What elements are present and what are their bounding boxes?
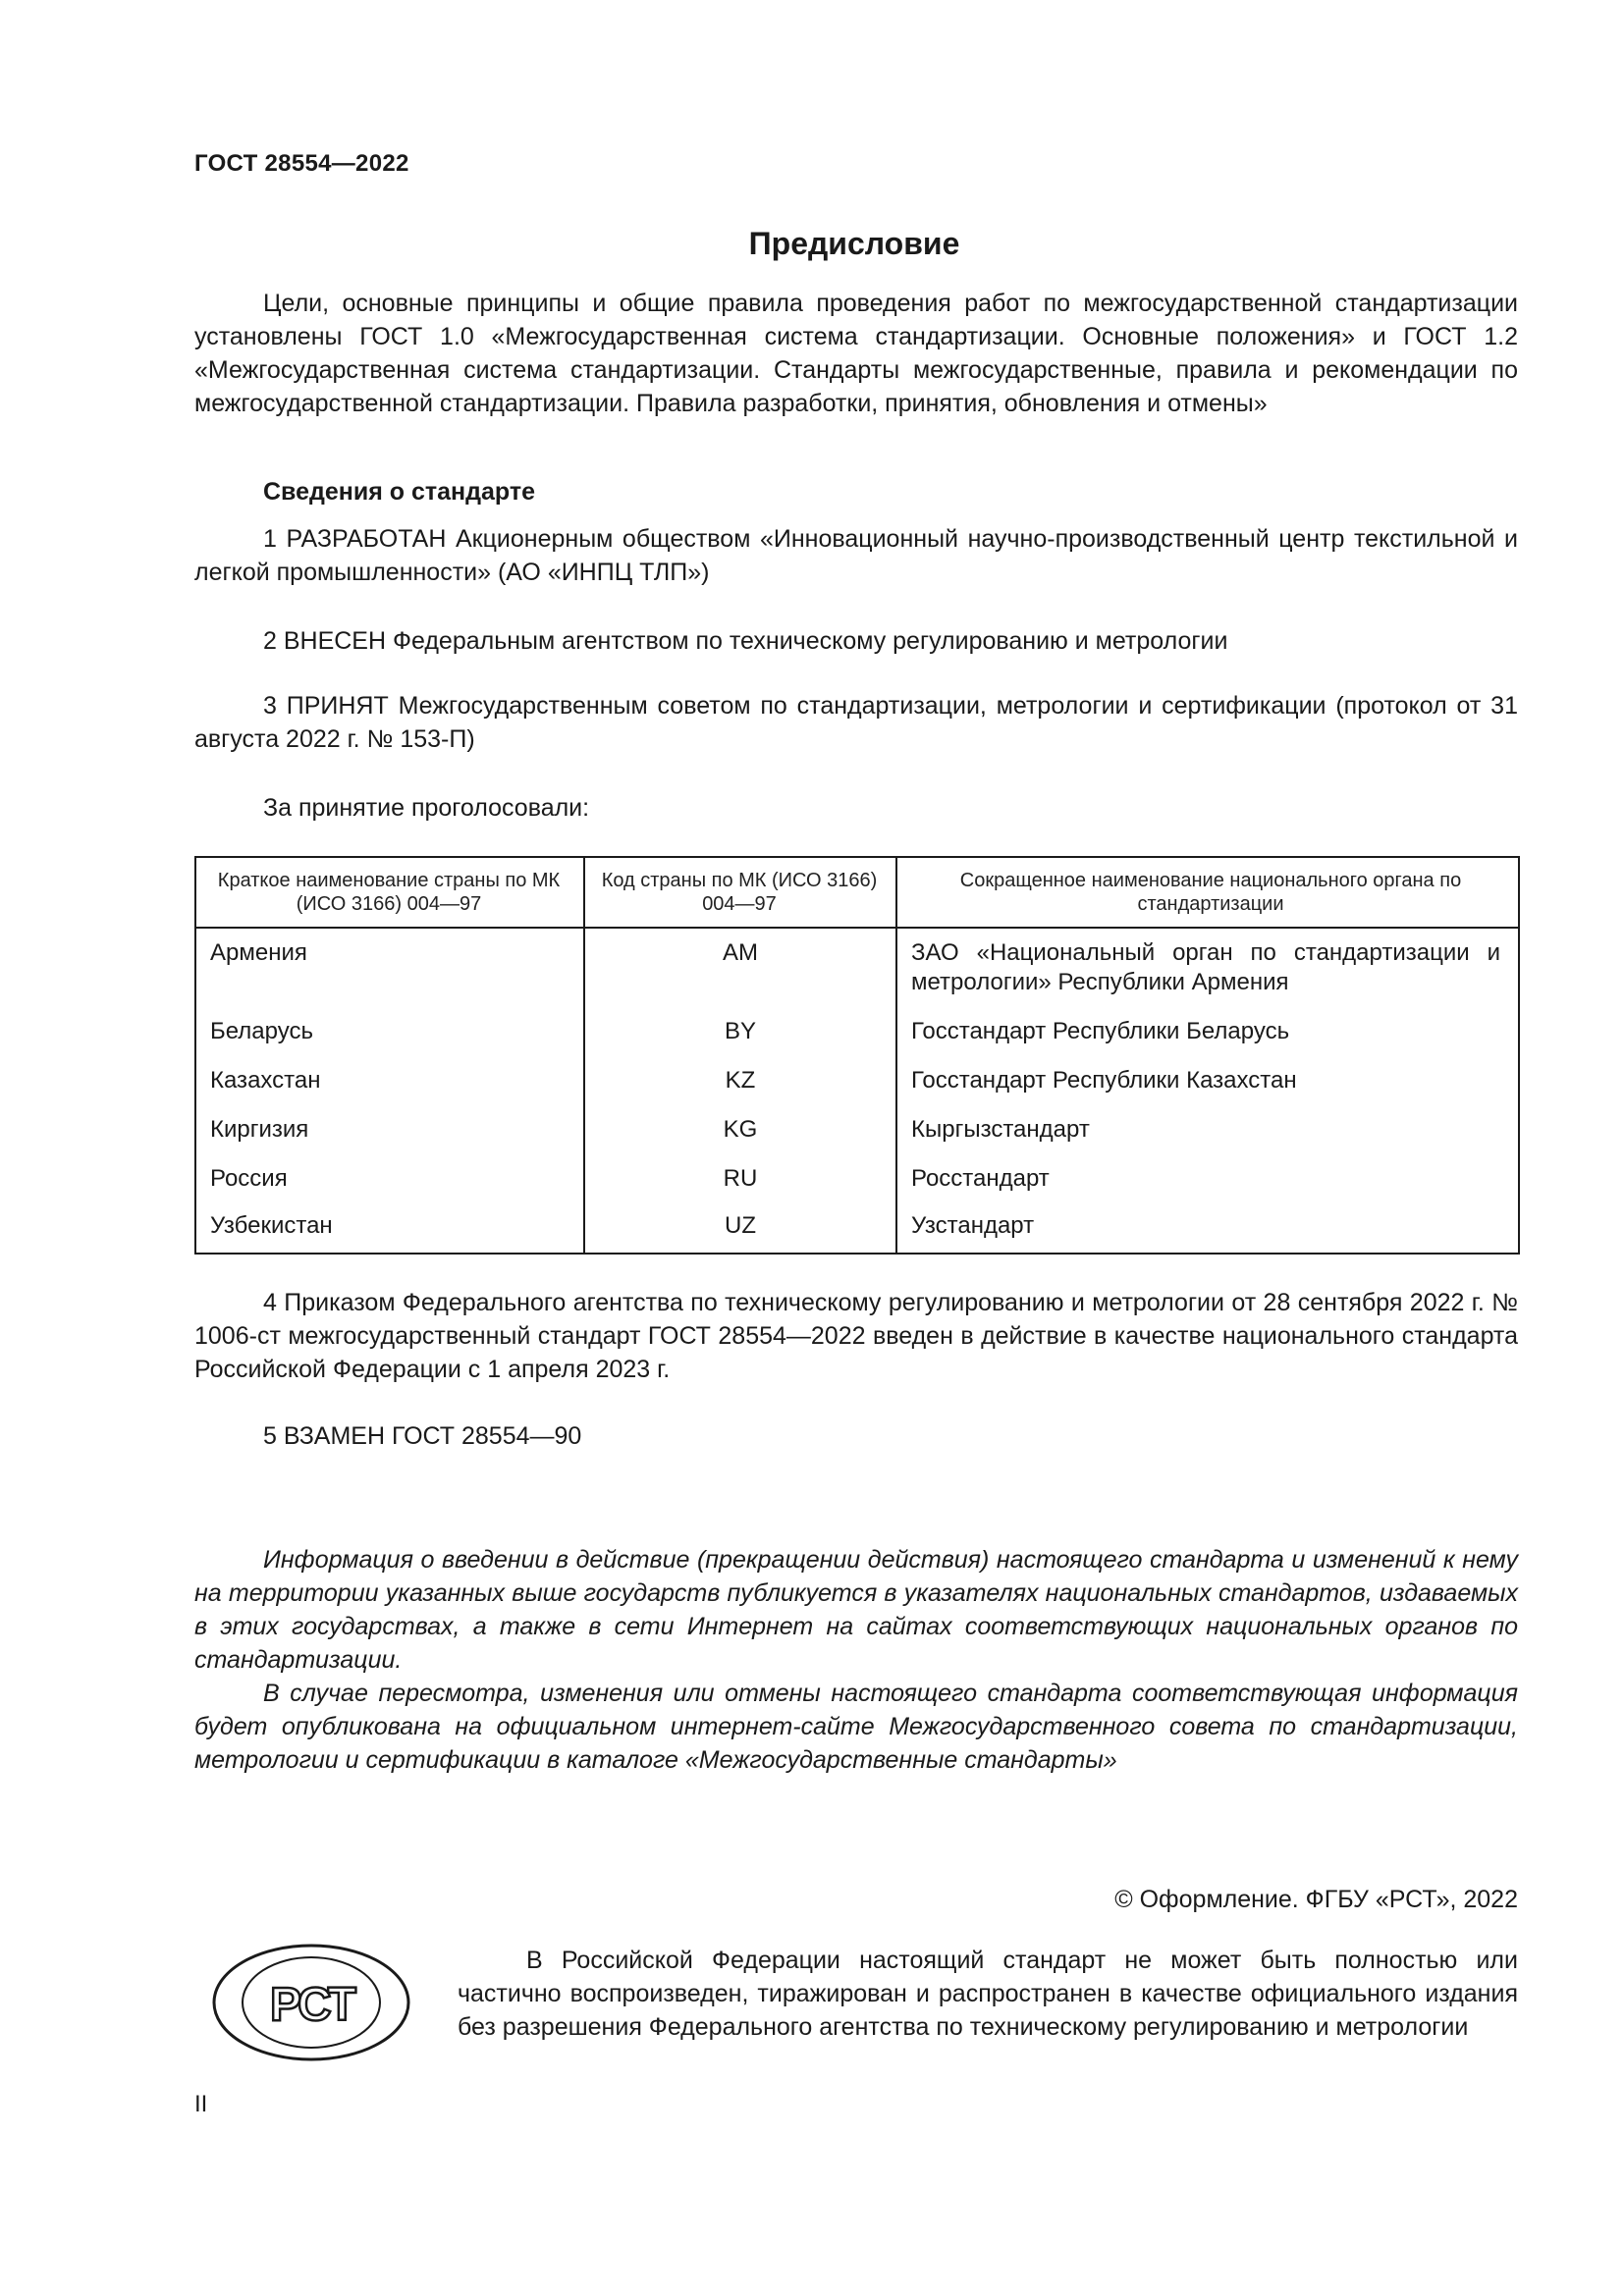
- table-border-top: [194, 856, 1520, 858]
- copyright-line: © Оформление. ФГБУ «РСТ», 2022: [1114, 1886, 1518, 1913]
- table-row-body: Госстандарт Республики Беларусь: [911, 1018, 1290, 1044]
- item-5: 5 ВЗАМЕН ГОСТ 28554—90: [263, 1422, 582, 1450]
- table-row-country: Россия: [210, 1165, 288, 1192]
- voted-label: За принятие проголосовали:: [263, 794, 590, 822]
- table-row-code: AM: [723, 939, 758, 966]
- rst-logo-text: PCT: [270, 1979, 352, 2031]
- item-1: 1 РАЗРАБОТАН Акционерным обществом «Инновационный научно-производственный центр текстильной и легкой промышленности» (АО «ИНПЦ ТЛП»): [194, 525, 1518, 586]
- info-paragraph-2: В случае пересмотра, изменения или отмены настоящего стандарта соответствующая информация будет опубликована на официальном интернет-сайте Межгосударственного совета по стандартизации, метрологии и сертификации в каталоге «Межгосударственные стандарты»: [194, 1680, 1518, 1774]
- page-number: II: [194, 2091, 208, 2117]
- table-border-right: [1518, 856, 1520, 1255]
- table-row-body: Росстандарт: [911, 1165, 1050, 1192]
- table-row-country: Киргизия: [210, 1116, 309, 1143]
- table-row-body: ЗАО «Национальный орган по стандартизации и метрологии» Республики Армения: [911, 939, 1500, 995]
- table-col-divider-2: [895, 856, 897, 1255]
- table-row-body: Узстандарт: [911, 1212, 1035, 1239]
- table-border-left: [194, 856, 196, 1255]
- table-row-country: Казахстан: [210, 1067, 321, 1094]
- table-row-country: Узбекистан: [210, 1212, 333, 1239]
- table-row-body: Госстандарт Республики Казахстан: [911, 1067, 1297, 1094]
- table-header-code: Код страны по МК (ИСО 3166) 004—97: [601, 870, 878, 915]
- table-row-code: UZ: [725, 1212, 756, 1239]
- rst-logo-svg: [210, 1942, 412, 2063]
- table-col-divider-1: [583, 856, 585, 1255]
- table-row-code: KG: [723, 1116, 758, 1143]
- table-row-country: Армения: [210, 939, 307, 966]
- table-row-code: RU: [723, 1165, 758, 1192]
- table-row-code: KZ: [725, 1067, 756, 1094]
- rst-logo-icon: [210, 1942, 412, 2063]
- reproduction-notice: В Российской Федерации настоящий стандарт не может быть полностью или частично воспроизведен, тиражирован и распространен в качестве официального издания без разрешения Федерального агентства по техническому регулированию и метрологии: [458, 1947, 1518, 2041]
- document-header: ГОСТ 28554—2022: [194, 150, 409, 177]
- table-header-divider: [194, 927, 1520, 929]
- item-4: 4 Приказом Федерального агентства по техническому регулированию и метрологии от 28 сентября 2022 г. № 1006-ст межгосударственный стандарт ГОСТ 28554—2022 введен в действие в качестве национального стандарта Российской Федерации с 1 апреля 2023 г.: [194, 1289, 1518, 1383]
- intro-paragraph: Цели, основные принципы и общие правила проведения работ по межгосударственной стандартизации установлены ГОСТ 1.0 «Межгосударственная система стандартизации. Основные положения» и ГОСТ 1.2 «Межгосударственная система стандартизации. Стандарты межгосударственные, правила и рекомендации по межгосударственной стандартизации. Правила разработки, принятия, обновления и отмены»: [194, 290, 1518, 417]
- section-heading: Сведения о стандарте: [263, 478, 536, 506]
- item-2: 2 ВНЕСЕН Федеральным агентством по техническому регулированию и метрологии: [263, 627, 1228, 655]
- table-row-country: Беларусь: [210, 1018, 313, 1044]
- table-border-bottom: [194, 1253, 1520, 1255]
- table-row-body: Кыргызстандарт: [911, 1116, 1090, 1143]
- item-3: 3 ПРИНЯТ Межгосударственным советом по стандартизации, метрологии и сертификации (протокол от 31 августа 2022 г. № 153-П): [194, 692, 1518, 753]
- table-header-body: Сокращенное наименование национального органа по стандартизации: [959, 870, 1462, 915]
- voting-table: [194, 856, 1520, 1255]
- table-row-code: BY: [724, 1018, 756, 1044]
- info-paragraph-1: Информация о введении в действие (прекращении действия) настоящего стандарта и изменений к нему на территории указанных выше государств публикуется в указателях национальных стандартов, издаваемых в этих государствах, а также в сети Интернет на сайтах соответствующих национальных органов по стандартизации.: [194, 1546, 1518, 1674]
- table-header-country: Краткое наименование страны по МК (ИСО 3166) 004—97: [217, 870, 561, 915]
- page-title: Предисловие: [748, 226, 960, 261]
